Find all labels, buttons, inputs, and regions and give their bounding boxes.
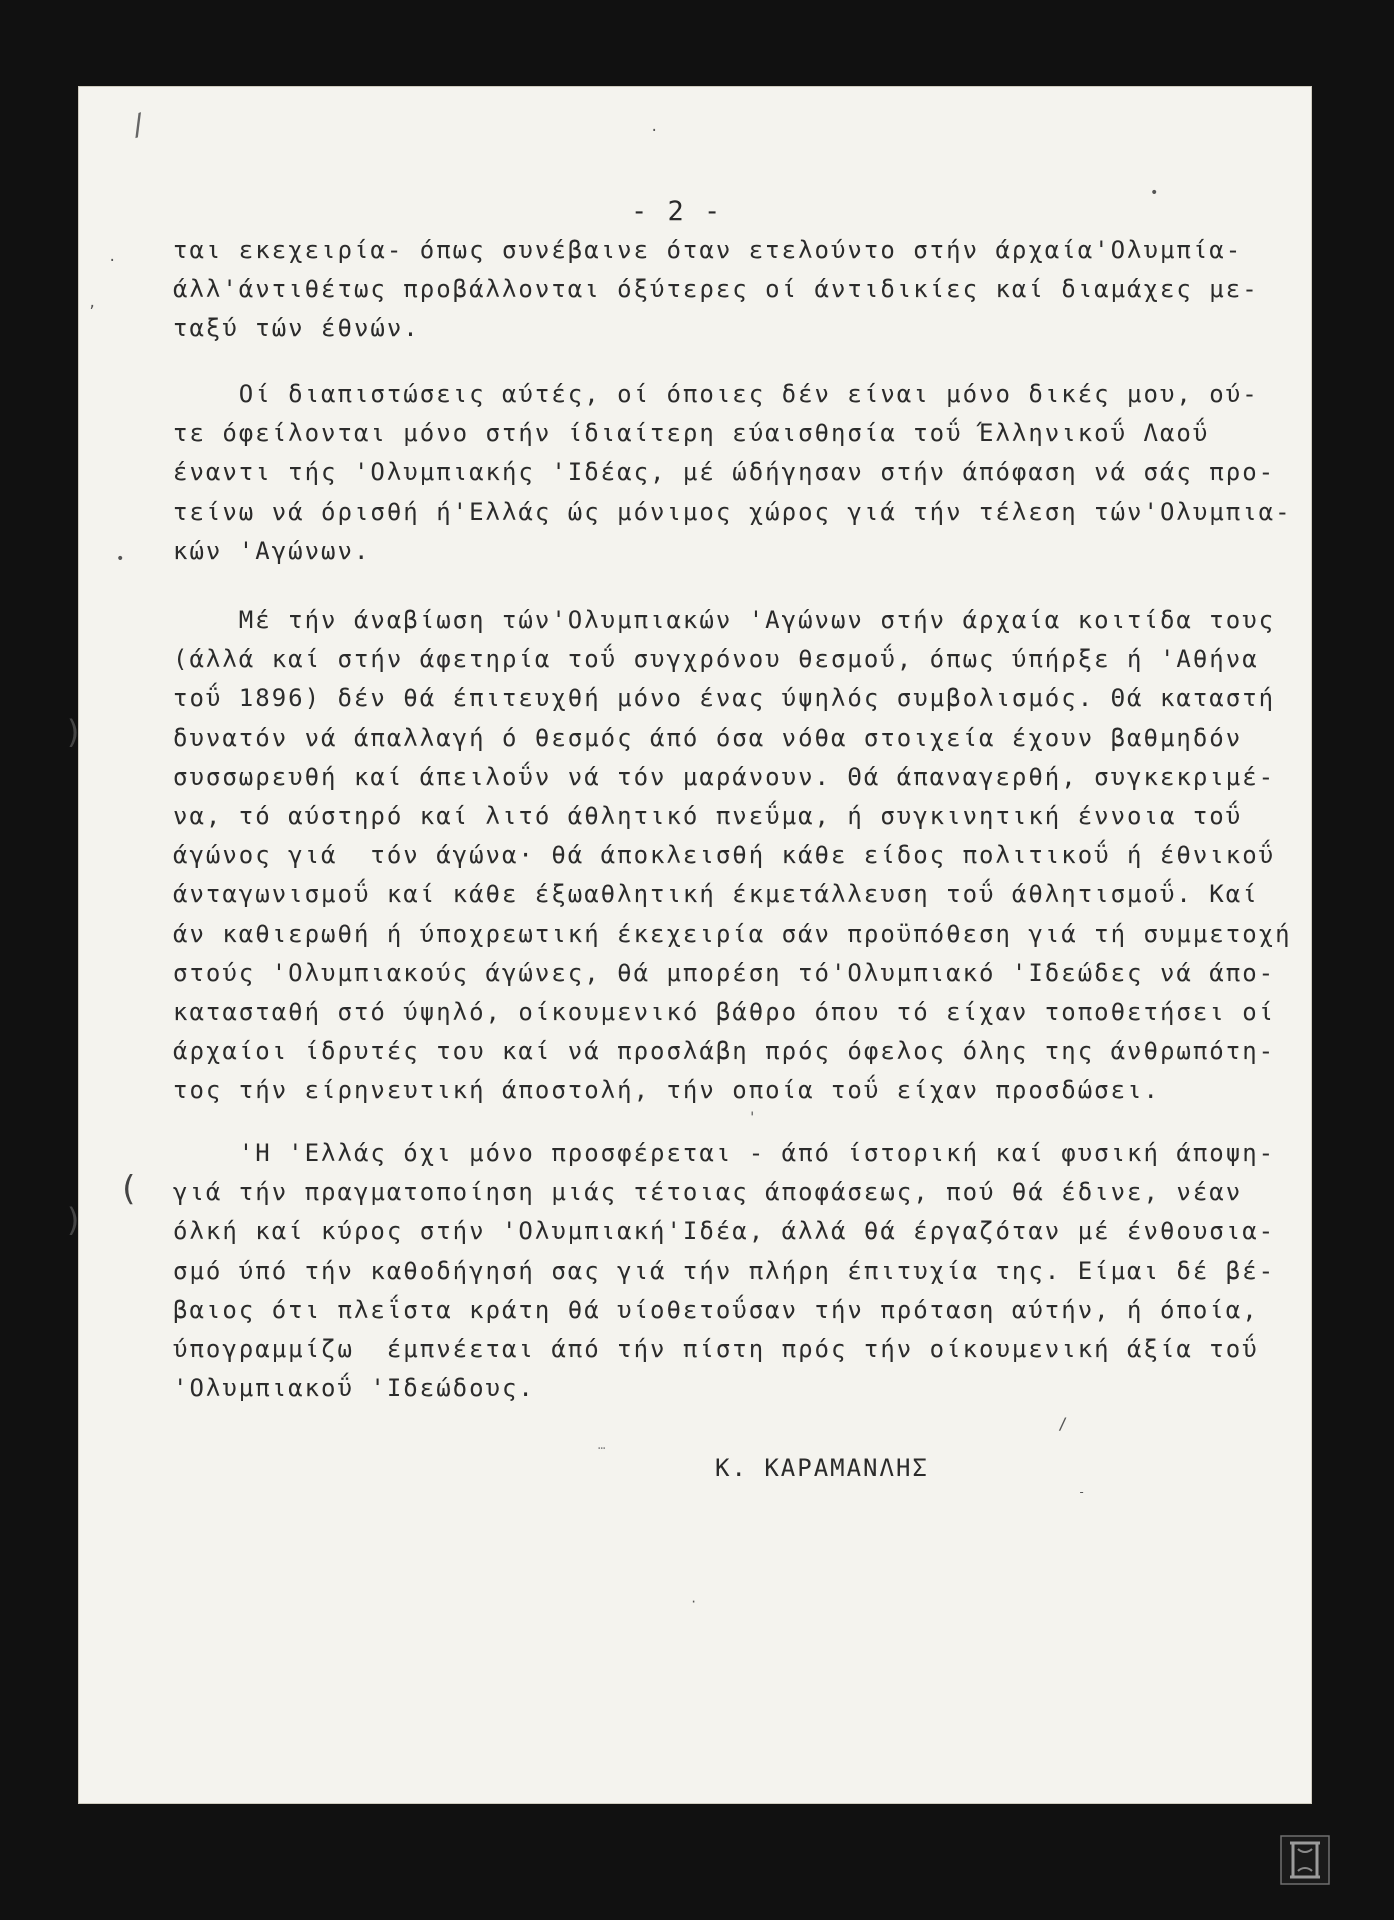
text-line: άγώνος γιά τόν άγώνα· θά άποκλεισθή κάθε είδος πολιτικοΰ ή έθνικοΰ [173,841,1276,870]
paragraph-4 [173,1134,1275,1408]
text-line: Οί διαπιστώσεις αύτές, οί όποιες δέν είναι μόνο δικές μου, ού- [173,380,1259,408]
document-page [64,86,1312,1804]
text-line: 'Ολυμπιακοΰ 'Ιδεώδους. [173,1374,535,1403]
text-line: να, τό αύστηρό καί λιτό άθλητικό πνεΰμα, ή συγκινητική έννοια τοΰ [173,802,1243,831]
punch-hole-mark: ) [64,713,84,751]
text-line: τος τήν είρηνευτική άποστολή, τήν οποία τοΰ είχαν προσδώσει. [173,1076,1160,1105]
text-line: άν καθιερωθή ή ύποχρεωτική έκεχειρία σάν προϋπόθεση γιά τή συμμετοχή [173,919,1292,948]
text-line: ται εκεχειρία- όπως συνέβαινε όταν ετελούντο στήν άρχαία'Ολυμπία- [173,236,1243,264]
text-line: ύπογραμμίζω έμπνέεται άπό τήν πίστη πρός τήν οίκουμενική άξία τοΰ [173,1335,1259,1364]
speck-mark: • [116,551,125,567]
text-line: τε όφείλονται μόνο στήν ίδιαίτερη εύαισθησία τοΰ Έλληνικοΰ Λαοΰ [173,419,1210,448]
text-line: όλκή καί κύρος στήν 'Ολυμπιακή'Ιδέα, άλλά θά έργαζόταν μέ ένθουσια- [173,1217,1276,1246]
speck-mark: • [1150,185,1159,201]
margin-bracket-mark: ( [118,1169,139,1209]
text-line: 'Η 'Ελλάς όχι μόνο προσφέρεται - άπό ίστορική καί φυσική άποψη- [173,1139,1276,1167]
paragraph-2 [173,375,1292,571]
text-line: άρχαίοι ίδρυτές του καί νά προσλάβη πρός όφελος όλης της άνθρωπότη- [173,1037,1276,1066]
text-line: σμό ύπό τήν καθοδήγησή σας γιά τήν πλήρη έπιτυχία της. Είμαι δέ βέ- [173,1256,1276,1285]
text-line: συσσωρευθή καί άπειλοΰν νά τόν μαράνουν. Θά άπαναγερθή, συγκεκριμέ- [173,762,1276,791]
text-line: στούς 'Ολυμπιακούς άγώνες, θά μπορέση τό'Ολυμπιακό 'Ιδεώδες νά άπο- [173,958,1276,987]
speck-mark: ' [748,1110,757,1126]
text-line: άλλ'άντιθέτως προβάλλονται όξύτερες οί άντιδικίες καί διαμάχες με- [173,275,1259,304]
speck-mark: · [650,123,659,139]
text-line: Μέ τήν άναβίωση τών'Ολυμπιακών 'Αγώνων στήν άρχαία κοιτίδα τους [173,606,1276,634]
paragraph-3 [173,601,1292,1111]
speck-mark: · [690,1595,698,1609]
text-line: έναντι τής 'Ολυμπιακής 'Ιδέας, μέ ώδήγησαν στήν άπόφαση νά σάς προ- [173,458,1276,487]
faded-mark: ⋯ [598,1441,606,1455]
text-line: τείνω νά όρισθή ή'Ελλάς ώς μόνιμος χώρος γιά τήν τέλεση τών'Ολυμπια- [173,497,1292,526]
speck-mark: / [1058,1414,1068,1433]
page-number: - 2 - [631,196,723,227]
text-line: βαιος ότι πλεΐστα κράτη θά υίοθετοΰσαν τήν πρόταση αύτήν, ή όποία, [173,1295,1259,1324]
signature-name: Κ. ΚΑΡΑΜΑΝΛΗΣ [715,1454,929,1482]
text-line: γιά τήν πραγματοποίηση μιάς τέτοιας άποφάσεως, πού θά έδινε, νέαν [173,1178,1243,1207]
text-line: ταξύ τών έθνών. [173,314,420,343]
paragraph-1 [173,231,1259,349]
speck-mark: - [1078,1485,1086,1499]
handwritten-mark: ∕ [125,106,152,143]
text-line: κατασταθή στό ύψηλό, οίκουμενικό βάθρο όπου τό είχαν τοποθετήσει οί [173,998,1276,1027]
punch-hole-mark: ) [64,1201,84,1239]
speck-mark: · [108,253,117,269]
text-line: τοΰ 1896) δέν θά έπιτευχθή μόνο ένας ύψηλός συμβολισμός. Θά καταστή [173,684,1276,713]
text-line: δυνατόν νά άπαλλαγή ό θεσμός άπό όσα νόθα στοιχεία έχουν βαθμηδόν [173,723,1243,752]
decorative-monogram-icon [1280,1835,1330,1885]
text-line: άνταγωνισμοΰ καί κάθε έξωαθλητική έκμετάλλευση τοΰ άθλητισμοΰ. Καί [173,880,1259,909]
text-line: (άλλά καί στήν άφετηρία τοΰ συγχρόνου θεσμοΰ, όπως ύπήρξε ή 'Αθήνα [173,645,1259,674]
speck-mark: , [88,295,97,311]
text-line: κών 'Αγώνων. [173,536,371,565]
